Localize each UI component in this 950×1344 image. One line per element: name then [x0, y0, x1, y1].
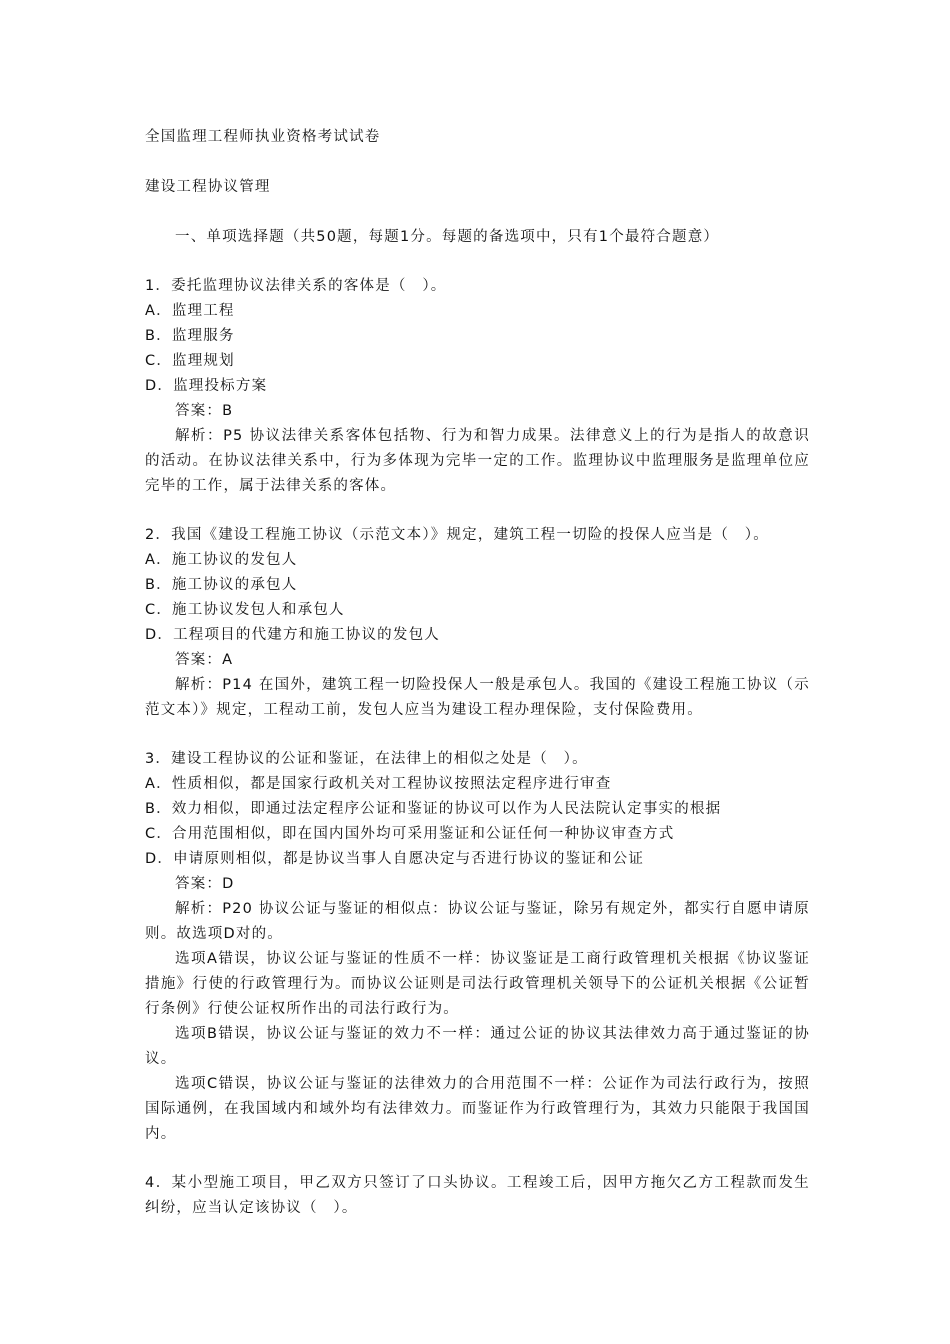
- question-1-option-c: C．监理规划: [145, 353, 235, 369]
- question-4-stem: 4．某小型施工项目，甲乙双方只签订了口头协议。工程竣工后，因甲方拖欠乙方工程款而发生纠纷，应当认定该协议（ ）。: [145, 1175, 810, 1216]
- question-2-stem: 2．我国《建设工程施工协议（示范文本）》规定，建筑工程一切险的投保人应当是（ ）。: [145, 527, 769, 543]
- question-3-answer: 答案：D: [175, 876, 235, 892]
- question-1-analysis: 解析：P5 协议法律关系客体包括物、行为和智力成果。法律意义上的行为是指人的故意识的活动。在协议法律关系中，行为多体现为完毕一定的工作。监理协议中监理服务是监理单位应完毕的工作，属于法律关系的客体。: [145, 428, 810, 494]
- question-2-answer: 答案：A: [175, 652, 234, 668]
- question-2-option-a: A．施工协议的发包人: [145, 552, 298, 568]
- question-2-option-d: D．工程项目的代建方和施工协议的发包人: [145, 627, 440, 643]
- exam-title: 全国监理工程师执业资格考试试卷: [145, 129, 381, 145]
- question-1-option-a: A．监理工程: [145, 303, 235, 319]
- question-3-note-b: 选项B错误，协议公证与鉴证的效力不一样：通过公证的协议其法律效力高于通过鉴证的协议。: [145, 1026, 810, 1067]
- question-3-option-d: D．申请原则相似，都是协议当事人自愿决定与否进行协议的鉴证和公证: [145, 851, 645, 867]
- question-1-option-b: B．监理服务: [145, 328, 235, 344]
- question-3-option-c: C．合用范围相似，即在国内国外均可采用鉴证和公证任何一种协议审查方式: [145, 826, 675, 842]
- question-2-analysis: 解析：P14 在国外，建筑工程一切险投保人一般是承包人。我国的《建设工程施工协议（示范文本）》规定，工程动工前，发包人应当为建设工程办理保险，支付保险费用。: [145, 677, 810, 718]
- question-3-analysis: 解析：P20 协议公证与鉴证的相似点：协议公证与鉴证，除另有规定外，都实行自愿申请原则。故选项D对的。: [145, 901, 810, 942]
- question-3-note-c: 选项C错误，协议公证与鉴证的法律效力的合用范围不一样：公证作为司法行政行为，按照国际通例，在我国域内和域外均有法律效力。而鉴证作为行政管理行为，其效力只能限于我国国内。: [145, 1076, 810, 1142]
- section-heading: 一、单项选择题（共50题，每题1分。每题的备选项中，只有1个最符合题意）: [175, 229, 720, 245]
- question-3-option-a: A．性质相似，都是国家行政机关对工程协议按照法定程序进行审查: [145, 776, 612, 792]
- subject-title: 建设工程协议管理: [145, 179, 271, 195]
- question-3-note-a: 选项A错误，协议公证与鉴证的性质不一样：协议鉴证是工商行政管理机关根据《协议鉴证措施》行使的行政管理行为。而协议公证则是司法行政管理机关领导下的公证机关根据《公证暂行条例》行使公证权所作出的司法行政行为。: [145, 951, 810, 1017]
- question-1-stem: 1．委托监理协议法律关系的客体是（ ）。: [145, 278, 447, 294]
- question-3-option-b: B．效力相似，即通过法定程序公证和鉴证的协议可以作为人民法院认定事实的根据: [145, 801, 722, 817]
- question-1-answer: 答案：B: [175, 403, 234, 419]
- question-2-option-c: C．施工协议发包人和承包人: [145, 602, 345, 618]
- question-2-option-b: B．施工协议的承包人: [145, 577, 298, 593]
- question-1-option-d: D．监理投标方案: [145, 378, 268, 394]
- question-3-stem: 3．建设工程协议的公证和鉴证，在法律上的相似之处是（ ）。: [145, 751, 588, 767]
